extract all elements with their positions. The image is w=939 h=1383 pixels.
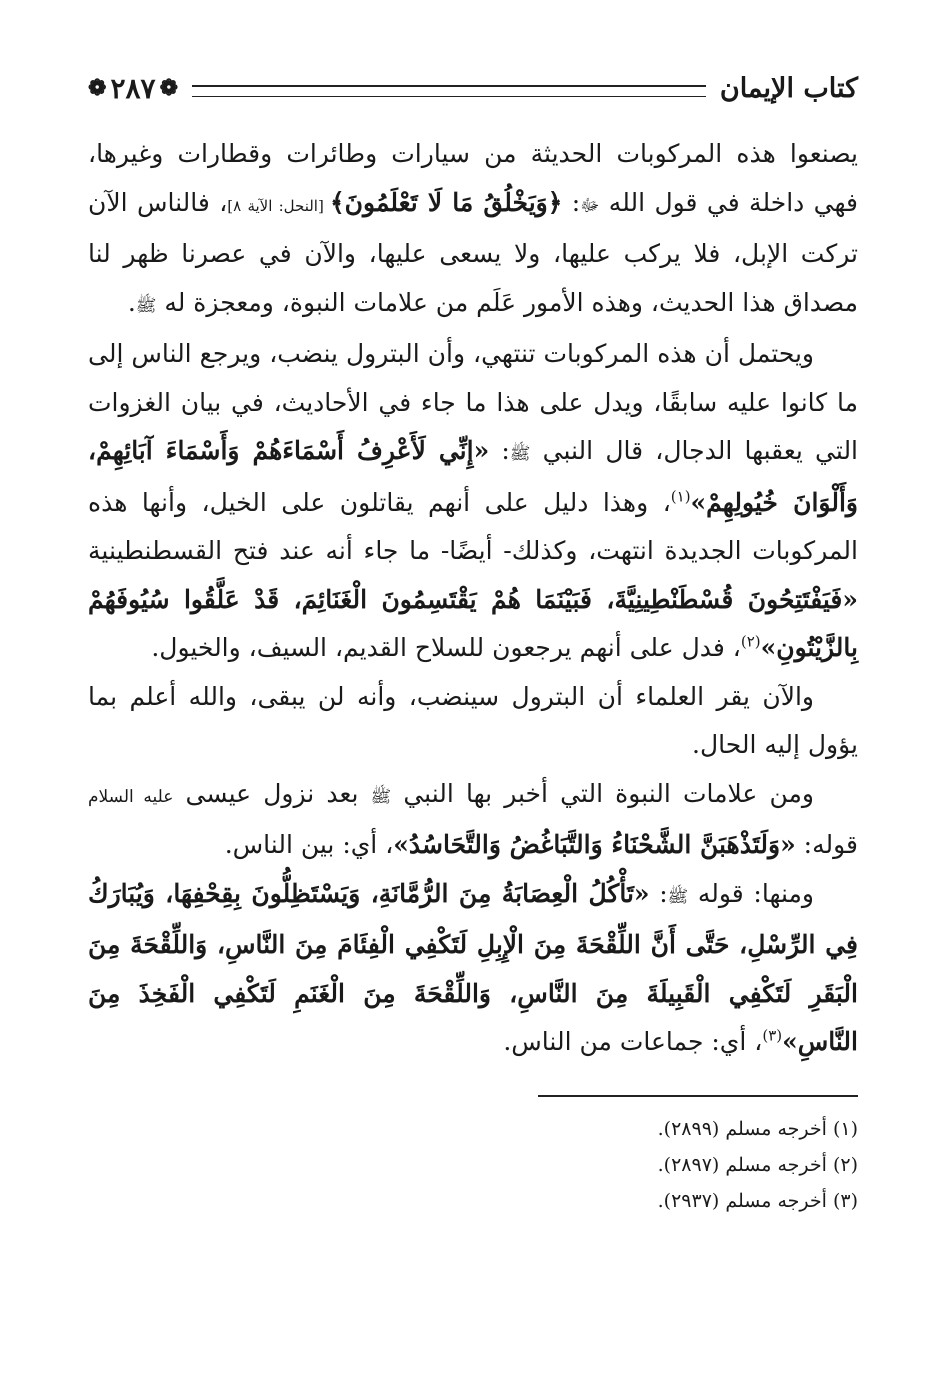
ornament-icon: ❁ — [159, 75, 178, 101]
header-rule — [192, 85, 706, 97]
honorific-glyph: ﷻ — [580, 195, 600, 216]
book-title: كتاب الإيمان — [719, 72, 858, 104]
text-run: بعد نزول عيسى — [173, 778, 371, 808]
text-run: . — [127, 287, 136, 317]
footnote-rule — [538, 1095, 858, 1097]
page-header — [88, 60, 858, 116]
text-run: : — [649, 878, 668, 908]
text-run: ، فدل على أنهم يرجعون للسلاح القديم، السيف، والخيول. — [151, 633, 741, 662]
page-number: ٢٨٧ — [110, 71, 156, 105]
footnote-1: (١) أخرجه مسلم (٢٨٩٩). — [657, 1117, 858, 1140]
hadith-quote: «إِنِّي لَأَعْرِفُ أَسْمَاءَهُمْ وَأَسْمَاءَ آبَائِهِمْ، وَأَلْوَانَ خُيُولِهِمْ» — [88, 436, 858, 517]
honorific-glyph: ﷺ — [667, 886, 689, 907]
footnotes — [88, 1111, 858, 1219]
hadith-quote: «تَأْكُلُ الْعِصَابَةُ مِنَ الرُّمَّانَةِ، وَيَسْتَظِلُّونَ بِقِحْفِهَا، وَيُبَارَكُ فِي الرِّسْلِ، حَتَّى أَنَّ اللِّقْحَةَ مِنَ الْإِبِلِ لَتَكْفِي الْفِئَامَ مِنَ النَّاسِ، وَاللِّقْحَةَ مِنَ الْبَقَرِ لَتَكْفِي الْقَبِيلَةَ مِنَ النَّاسِ، وَاللِّقْحَةَ مِنَ الْغَنَمِ لَتَكْفِي الْفَخِذَ مِنَ النَّاسِ» — [88, 878, 858, 1056]
ornament-icon: ❁ — [88, 75, 107, 101]
text-run: ، أي: جماعات من الناس. — [503, 1027, 763, 1056]
document-page — [88, 60, 858, 1360]
text-run: ، وهذا دليل على أنهم يقاتلون على الخيل، وأنها هذه المركوبات الجديدة انتهت، وكذلك- أيضًا- ما جاء أنه عند فتح القسطنطينية — [88, 487, 858, 565]
text-run: : — [562, 187, 581, 217]
body-text — [88, 130, 858, 1067]
verse-reference: [النحل: الآية ٨] — [227, 196, 331, 215]
footnote-marker: (٢) — [740, 632, 761, 651]
paragraph — [88, 770, 858, 870]
text-run: ومنها: قوله — [688, 878, 814, 908]
paragraph — [88, 330, 858, 673]
paragraph — [88, 130, 858, 330]
footnote-2: (٢) أخرجه مسلم (٢٨٩٧). — [657, 1153, 858, 1176]
text-run: يصنعوا هذه المركوبات الحديثة من سيارات وطائرات وقطارات وغيرها، فهي داخلة في قول الله — [88, 139, 858, 217]
footnote-marker: (٣) — [762, 1026, 783, 1045]
footnote-3: (٣) أخرجه مسلم (٢٩٣٧). — [657, 1189, 858, 1212]
paragraph — [88, 673, 858, 770]
honorific-glyph: ﷺ — [370, 786, 392, 807]
hadith-quote: «فَيَفْتَتِحُونَ قُسْطَنْطِينِيَّةَ، فَبَيْنَمَا هُمْ يَقْتَسِمُونَ الْغَنَائِمَ، قَدْ عَلَّقُوا سُيُوفَهُمْ بِالزَّيْتُونِ» — [88, 584, 858, 662]
honorific-glyph: ﷺ — [509, 444, 531, 464]
page-number-box — [88, 72, 178, 105]
honorific-glyph: ﷺ — [135, 295, 157, 316]
paragraph — [88, 870, 858, 1067]
text-run: : — [489, 436, 510, 465]
footnote-marker: (١) — [670, 487, 691, 506]
text-run: والآن يقر العلماء أن البترول سينضب، وأنه لن يبقى، والله أعلم بما يؤول إليه الحال. — [88, 681, 858, 759]
text-run: قوله: — [795, 830, 858, 859]
text-run: ، فالناس الآن تركت الإبل، فلا يركب عليها، ولا يسعى عليها، والآن في عصرنا ظهر لنا مصداق هذا الحديث، وهذه الأمور عَلَم من علامات النبوة، ومعجزة له — [88, 187, 858, 317]
text-run: ومن علامات النبوة التي أخبر بها النبي — [391, 778, 814, 808]
text-run: ، أي: بين الناس. — [224, 830, 394, 859]
hadith-quote: ﴿وَيَخْلُقُ مَا لَا تَعْلَمُونَ﴾ — [330, 187, 563, 217]
text-run: ويحتمل أن هذه المركوبات تنتهي، وأن البترول ينضب، ويرجع الناس إلى ما كانوا عليه سابقًا، ويدل على هذا ما جاء في الأحاديث، في بيان الغزوات التي يعقبها الدجال، قال النبي — [88, 339, 859, 465]
hadith-quote: «وَلَتَذْهَبَنَّ الشَّحْنَاءُ وَالتَّبَاغُضُ وَالتَّحَاسُدُ» — [393, 830, 796, 859]
honorific-glyph: عليه السلام — [88, 786, 174, 807]
